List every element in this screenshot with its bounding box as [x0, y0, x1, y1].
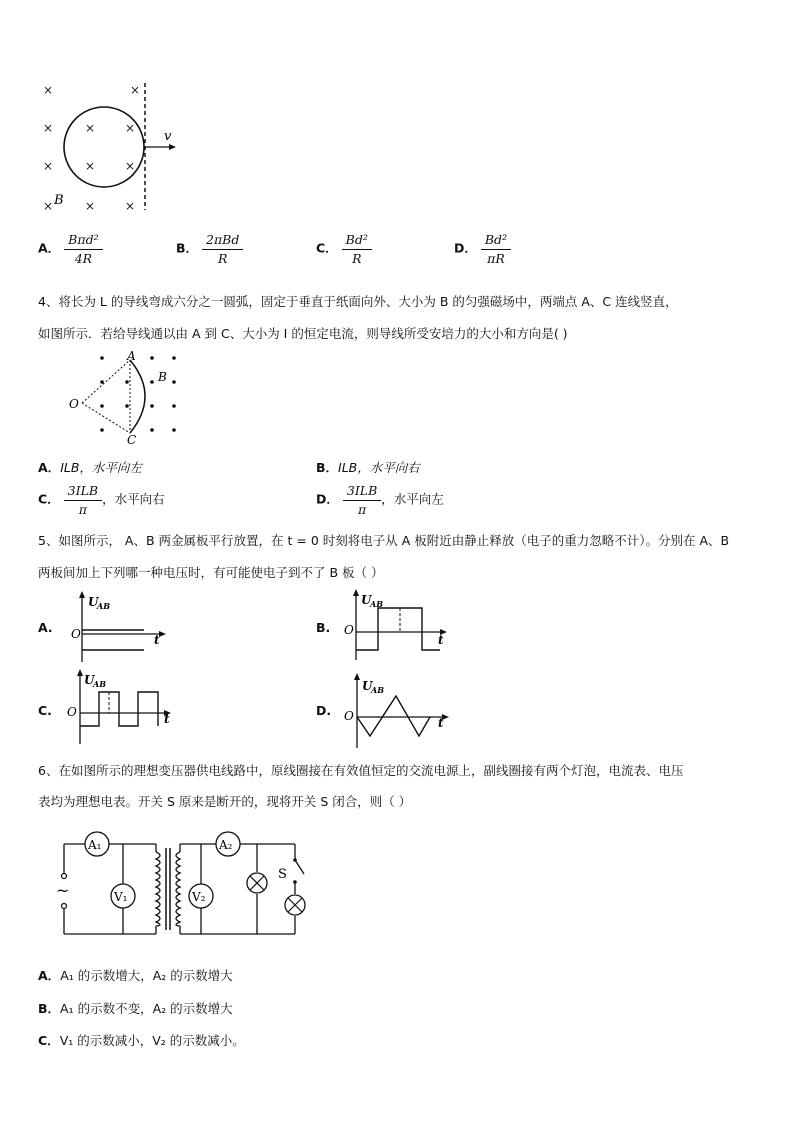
q4-option-c[interactable]: C． $\frac{\text{3ILB}}{\pi}$ ，水平向右 — [38, 483, 165, 517]
q3-option-d[interactable] — [454, 232, 511, 266]
svg-text:U: U — [362, 679, 373, 693]
q3-velocity-label: v — [164, 129, 172, 144]
q4-option-d[interactable]: D． $\frac{\text{3ILB}}{\pi}$ ，水平向左 — [316, 483, 444, 517]
q6-option-b[interactable]: B．A₁ 的示数不变，A₂ 的示数增大 — [38, 1001, 233, 1016]
q5-stem-line1: 5、如图所示， A、B 两金属板平行放置，在 t = 0 时刻将电子从 A 板附近由静止释放（电子的重力忽略不计）。分别在 A、B — [38, 533, 730, 548]
q3-option-a[interactable] — [38, 232, 103, 266]
q5-option-a-label[interactable]: A. — [38, 620, 53, 635]
option-label: A． — [38, 240, 61, 256]
q4-point-a: A — [127, 350, 136, 363]
svg-text:t: t — [154, 633, 160, 647]
q3-option-c[interactable] — [316, 232, 372, 266]
q5-graph-a — [62, 590, 172, 665]
fraction: $\frac{\text{3ILB}}{\pi}$ — [343, 483, 381, 517]
q4-stem-line1: 4、将长为 L 的导线弯成六分之一圆弧，固定于垂直于纸面向外、大小为 B 的匀强磁场中，两端点 A、C 连线竖直， — [38, 294, 678, 309]
svg-text:O: O — [67, 705, 77, 719]
fraction: $\frac{\text{2πBd}}{R}$ — [202, 232, 243, 266]
q6-lamp-2 — [285, 895, 305, 915]
svg-text:t: t — [438, 633, 444, 647]
fraction: $\frac{\text{Bd²}}{R}$ — [342, 232, 372, 266]
svg-text:U: U — [84, 673, 95, 687]
option-label: B． — [176, 240, 199, 256]
q4-option-a[interactable]: A．ILB，水平向左 — [38, 460, 142, 475]
svg-text:×: × — [43, 121, 54, 135]
svg-text:×: × — [125, 121, 136, 135]
q4-arc-wire — [130, 360, 145, 433]
q4-option-b[interactable]: B．ILB，水平向右 — [316, 460, 420, 475]
option-label: D． — [454, 240, 477, 256]
svg-text:×: × — [85, 121, 96, 135]
fraction: $\frac{\text{Bd²}}{\pi R}$ — [481, 232, 511, 266]
q5-option-c-label[interactable]: C. — [38, 703, 52, 718]
q3-figure — [38, 80, 198, 215]
q3-option-b[interactable] — [176, 232, 243, 266]
svg-text:×: × — [130, 83, 141, 97]
q4-figure — [65, 350, 195, 445]
svg-text:×: × — [43, 83, 54, 97]
q5-graph-c — [62, 668, 177, 748]
svg-text:O: O — [71, 627, 81, 641]
svg-text:×: × — [125, 159, 136, 173]
svg-text:V₁: V₁ — [114, 890, 128, 904]
q6-switch — [293, 858, 297, 862]
svg-text:×: × — [85, 159, 96, 173]
q3-loop — [64, 107, 144, 187]
q4-stem-line2: 如图所示．若给导线通以由 A 到 C、大小为 I 的恒定电流，则导线所受安培力的大小和方向是( ) — [38, 326, 568, 341]
q6-stem-line2: 表均为理想电表。开关 S 原来是断开的，现将开关 S 闭合，则（ ） — [38, 794, 412, 809]
svg-text:AB: AB — [371, 685, 384, 695]
q4-point-c: C — [127, 433, 137, 445]
q5-stem-line2: 两板间加上下列哪一种电压时，有可能使电子到不了 B 板（ ） — [38, 565, 384, 580]
q6-ac-source: ~ — [56, 881, 70, 900]
q6-circuit — [50, 828, 310, 943]
q6-option-c[interactable]: C．V₁ 的示数减小，V₂ 的示数减小。 — [38, 1033, 245, 1048]
q5-option-d-label[interactable]: D. — [316, 703, 332, 718]
fraction: $\frac{\text{3ILB}}{\pi}$ — [64, 483, 102, 517]
svg-text:t: t — [164, 712, 170, 726]
svg-text:A₂: A₂ — [219, 838, 233, 852]
svg-text:×: × — [85, 199, 96, 213]
svg-text:AB: AB — [93, 679, 106, 689]
q5-option-b-label[interactable]: B. — [316, 620, 331, 635]
q6-switch-label: S — [278, 867, 287, 882]
svg-text:A₁: A₁ — [88, 838, 102, 852]
option-label: C． — [316, 240, 338, 256]
svg-text:AB: AB — [97, 601, 110, 611]
q5-graph-b — [338, 588, 453, 663]
q6-stem-line1: 6、在如图所示的理想变压器供电线路中，原线圈接在有效值恒定的交流电源上，副线圈接有两个灯泡，电流表、电压 — [38, 763, 684, 778]
svg-text:×: × — [125, 199, 136, 213]
q6-lamp-1 — [247, 873, 267, 893]
svg-text:AB: AB — [370, 599, 383, 609]
q5-graph-d — [340, 672, 455, 752]
fraction: $\frac{\text{Bπd²}}{4R}$ — [64, 232, 102, 266]
svg-text:U: U — [88, 595, 99, 609]
q6-option-a[interactable]: A．A₁ 的示数增大，A₂ 的示数增大 — [38, 968, 233, 983]
svg-text:t: t — [438, 716, 444, 730]
svg-text:O: O — [344, 623, 354, 637]
svg-text:O: O — [344, 709, 354, 723]
svg-text:×: × — [43, 159, 54, 173]
svg-text:U: U — [361, 593, 372, 607]
q4-point-o: O — [69, 397, 79, 411]
q4-field-label: B — [158, 370, 167, 384]
q3-field-label: B — [54, 193, 64, 208]
svg-text:V₂: V₂ — [192, 890, 206, 904]
svg-text:×: × — [43, 199, 54, 213]
